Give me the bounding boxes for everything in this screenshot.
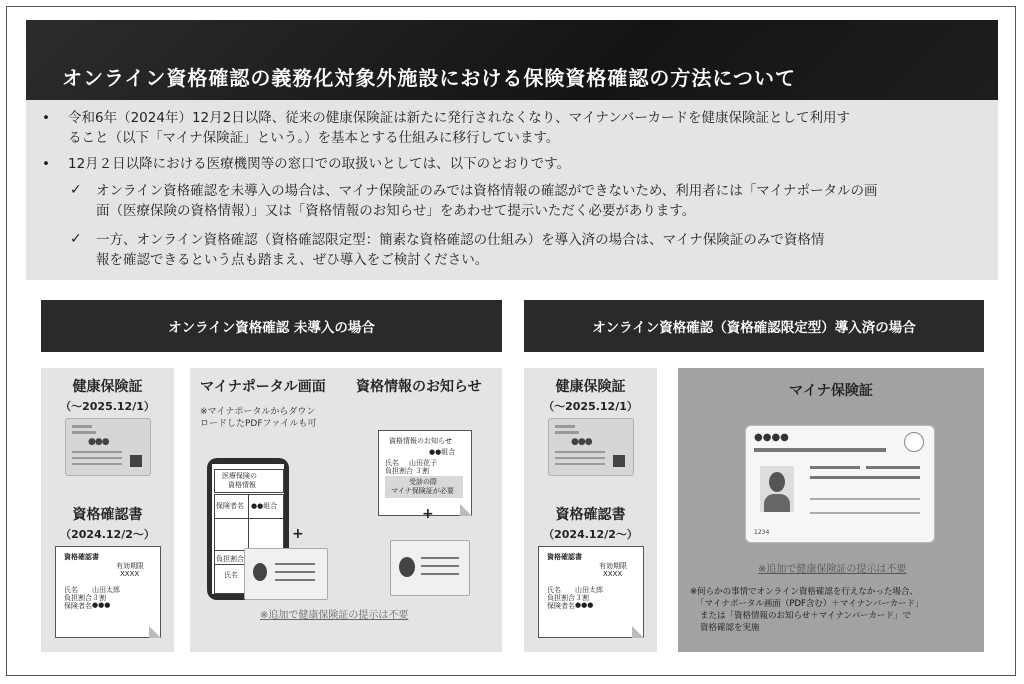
notice-doc-title: 資格情報のお知らせ bbox=[389, 437, 452, 445]
health-card-period: （～2025.12/1） bbox=[543, 400, 638, 413]
left-section-title: オンライン資格確認 未導入の場合 bbox=[41, 300, 502, 352]
doc-insurer-label: 保険者名 bbox=[64, 602, 92, 610]
screen-title-2: 資格情報 bbox=[228, 481, 256, 489]
intro-check-1-line-2: 面（医療保険の資格情報）」又は「資格情報のお知らせ」をあわせて提示いただく必要があります。 bbox=[96, 203, 696, 219]
qualification-doc-image bbox=[55, 546, 161, 638]
doc-name-label: 氏名 bbox=[547, 586, 561, 594]
doc-insurer-value: ●●● bbox=[92, 601, 111, 609]
footnote-line-3: または「資格情報のお知らせ＋マイナンバーカード」で bbox=[700, 611, 911, 621]
left-panel-cards bbox=[41, 368, 174, 652]
intro-check-2-line-2: 報を確認できるという点も踏まえ、ぜひ導入をご検討ください。 bbox=[96, 252, 489, 268]
myna-card-number: 1234 bbox=[754, 529, 770, 536]
intro-bullet-2: 12月２日以降における医療機関等の窓口での取扱いとしては、以下のとおりです。 bbox=[68, 156, 571, 172]
page-title: オンライン資格確認の義務化対象外施設における保険資格確認の方法について bbox=[62, 66, 796, 90]
screen-title-1: 医療保険の bbox=[222, 472, 257, 480]
intro-bullet-1-line-1: 令和6年（2024年）12月2日以降、従来の健康保険証は新たに発行されなくなり、マイナンバーカードを健康保険証として利用す bbox=[68, 110, 851, 126]
intro-check-2 bbox=[96, 230, 986, 270]
plus-sign: + bbox=[422, 506, 434, 522]
myna-card-dots: ●●●● bbox=[754, 432, 789, 443]
doc-ratio-label: 負担割合 bbox=[64, 594, 92, 602]
doc-title: 資格確認書 bbox=[547, 553, 582, 561]
intro-check-1-line-1: オンライン資格確認を未導入の場合は、マイナ保険証のみでは資格情報の確認ができないため、利用者には「マイナポータルの画 bbox=[96, 183, 878, 199]
notice-ratio-label: 負担割合 bbox=[385, 467, 413, 475]
qualification-doc-image bbox=[538, 546, 644, 638]
intro-box bbox=[26, 100, 998, 280]
portal-note-line-1: ※マイナポータルからダウン bbox=[200, 407, 316, 417]
doc-title: 資格確認書 bbox=[64, 553, 99, 561]
screen-row2-label: 負担割合 bbox=[216, 555, 244, 563]
screen-row1-label: 保険者名 bbox=[216, 502, 244, 510]
mynumber-card-small bbox=[244, 548, 328, 600]
doc-insurer-label: 保険者名 bbox=[547, 602, 575, 610]
doc-ratio-label: 負担割合 bbox=[547, 594, 575, 602]
doc-ratio-value: ３割 bbox=[92, 594, 106, 602]
check-icon: ✓ bbox=[70, 182, 82, 198]
bullet-icon: • bbox=[42, 156, 50, 172]
myna-card-image bbox=[745, 425, 935, 543]
doc-ratio-value: ３割 bbox=[575, 594, 589, 602]
bullet-icon: • bbox=[42, 110, 50, 126]
screen-row3-label: 氏名 bbox=[224, 571, 238, 579]
notice-name-label: 氏名 bbox=[385, 459, 399, 467]
portal-note bbox=[200, 406, 316, 430]
card-dots: ●●● bbox=[571, 437, 592, 447]
portrait-photo bbox=[760, 466, 794, 512]
left-panel-portal bbox=[190, 368, 502, 652]
doc-expiry-label: 有効期限 bbox=[116, 562, 144, 570]
intro-bullet-1 bbox=[68, 108, 983, 148]
health-card-title: 健康保険証 bbox=[555, 379, 626, 395]
health-card-title: 健康保険証 bbox=[72, 379, 143, 395]
qualification-doc-period: （2024.12/2～） bbox=[60, 528, 155, 541]
doc-expiry-value: XXXX bbox=[120, 570, 140, 578]
doc-name-value: 山田太郎 bbox=[92, 586, 120, 594]
no-health-card-needed-note: ※追加で健康保険証の提示は不要 bbox=[758, 564, 907, 575]
screen-row1-value: ●●組合 bbox=[251, 502, 278, 510]
qualification-doc-title: 資格確認書 bbox=[555, 507, 626, 523]
mynumber-card-small bbox=[390, 540, 470, 596]
header-banner bbox=[26, 20, 998, 100]
health-card-period: （～2025.12/1） bbox=[60, 400, 155, 413]
qualification-doc-title: 資格確認書 bbox=[72, 507, 143, 523]
health-card-image bbox=[65, 418, 151, 476]
qualification-doc-period: （2024.12/2～） bbox=[543, 528, 638, 541]
intro-bullet-1-line-2: ること（以下「マイナ保険証」という。）を基本とする仕組みに移行しています。 bbox=[68, 130, 560, 146]
right-panel-cards bbox=[524, 368, 657, 652]
notice-insurer: ●●組合 bbox=[429, 448, 456, 456]
myna-card-title: マイナ保険証 bbox=[789, 383, 873, 399]
notice-name-value: 山田花子 bbox=[409, 459, 437, 467]
card-dots: ●●● bbox=[88, 437, 109, 447]
doc-name-label: 氏名 bbox=[64, 586, 78, 594]
health-card-image bbox=[548, 418, 634, 476]
fallback-footnote bbox=[690, 586, 924, 634]
myna-mascot-icon bbox=[904, 432, 924, 452]
footnote-line-2: 「マイナポータル画面（PDF含む）＋マイナンバーカード」 bbox=[696, 599, 924, 609]
plus-sign: + bbox=[292, 526, 304, 542]
footnote-line-4: 資格確認を実施 bbox=[700, 623, 760, 633]
check-icon: ✓ bbox=[70, 231, 82, 247]
notice-title: 資格情報のお知らせ bbox=[356, 379, 482, 395]
portal-title: マイナポータル画面 bbox=[200, 379, 326, 395]
notice-text-2: マイナ保険証が必要 bbox=[391, 487, 454, 495]
right-section-title: オンライン資格確認（資格確認限定型）導入済の場合 bbox=[524, 300, 984, 352]
intro-check-2-line-1: 一方、オンライン資格確認（資格確認限定型：簡素な資格確認の仕組み）を導入済の場合は、マイナ保険証のみで資格情 bbox=[96, 232, 825, 248]
right-panel-myna bbox=[678, 368, 984, 652]
footnote-line-1: ※何らかの事情でオンライン資格確認を行えなかった場合、 bbox=[690, 587, 918, 597]
notice-text-1: 受診の際 bbox=[409, 478, 437, 486]
portal-note-line-2: ロードしたPDFファイルも可 bbox=[200, 419, 317, 429]
intro-check-1 bbox=[96, 181, 986, 221]
notice-doc-image bbox=[378, 430, 472, 516]
notice-ratio-value: ３割 bbox=[415, 467, 429, 475]
doc-expiry-value: XXXX bbox=[603, 570, 623, 578]
doc-name-value: 山田太郎 bbox=[575, 586, 603, 594]
no-health-card-needed-note: ※追加で健康保険証の提示は不要 bbox=[260, 610, 409, 621]
doc-expiry-label: 有効期限 bbox=[599, 562, 627, 570]
doc-insurer-value: ●●● bbox=[575, 601, 594, 609]
